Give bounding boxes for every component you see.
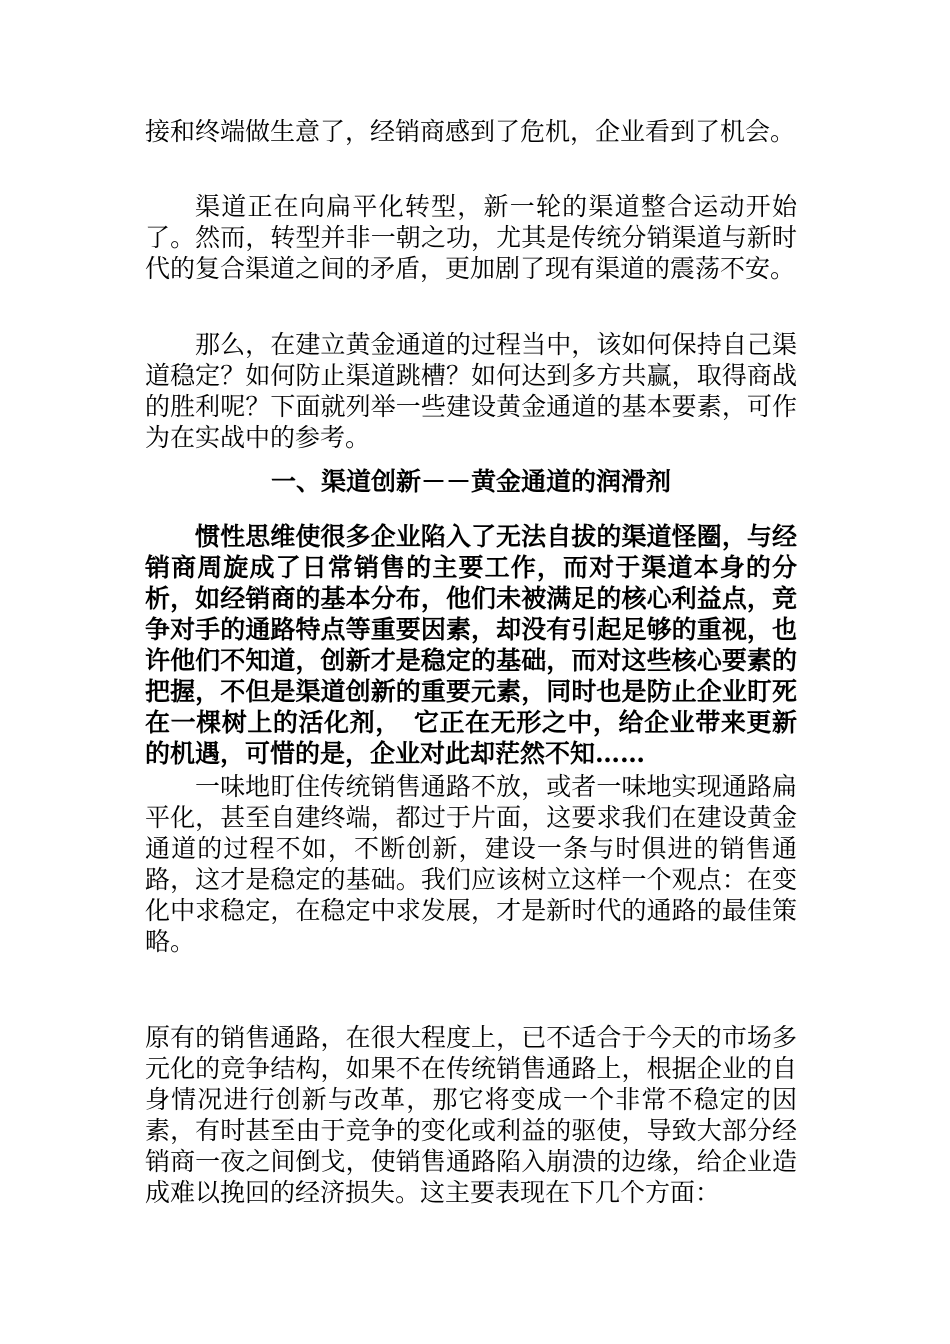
- paragraph-continuous-innovation: 一味地盯住传统销售通路不放，或者一味地实现通路扁平化，甚至自建终端，都过于片面，这要求我们在建设黄金通道的过程不如，不断创新，建设一条与时俱进的销售通路，这才是稳定的基础。我们应该树立这样一个观点：在变化中求稳定，在稳定中求发展，才是新时代的通路的最佳策略。: [145, 772, 797, 956]
- paragraph-continuation: 接和终端做生意了，经销商感到了危机，企业看到了机会。: [145, 117, 796, 146]
- paragraph-channel-transition: 渠道正在向扁平化转型，新一轮的渠道整合运动开始了。然而，转型并非一朝之功，尤其是传统分销渠道与新时代的复合渠道之间的矛盾，更加剧了现有渠道的震荡不安。: [145, 192, 797, 283]
- section-heading: 一、渠道创新－－黄金通道的润滑剂: [270, 467, 671, 496]
- paragraph-golden-channel-questions: 那么，在建立黄金通道的过程当中，该如何保持自己渠道稳定？如何防止渠道跳槽？如何达到多方共赢，取得商战的胜利呢？下面就列举一些建设黄金通道的基本要素，可作为在实战中的参考。: [145, 330, 797, 452]
- paragraph-original-sales-channel: 原有的销售通路，在很大程度上，已不适合于今天的市场多元化的竞争结构，如果不在传统销售通路上，根据企业的自身情况进行创新与改革，那它将变成一个非常不稳定的因素，有时甚至由于竞争的变化或利益的驱使，导致大部分经销商一夜之间倒戈，使销售通路陷入崩溃的边缘，给企业造成难以挽回的经济损失。这主要表现在下几个方面：: [145, 1023, 797, 1207]
- paragraph-inertia-thinking: 惯性思维使很多企业陷入了无法自拔的渠道怪圈，与经销商周旋成了日常销售的主要工作，而对于渠道本身的分析，如经销商的基本分布，他们未被满足的核心利益点，竞争对手的通路特点等重要因素，却没有引起足够的重视，也许他们不知道，创新才是稳定的基础，而对这些核心要素的把握，不但是渠道创新的重要元素，同时也是防止企业盯死在一棵树上的活化剂， 它正在无形之中，给企业带来更新的机遇，可惜的是，企业对此却茫然不知……: [145, 522, 797, 768]
